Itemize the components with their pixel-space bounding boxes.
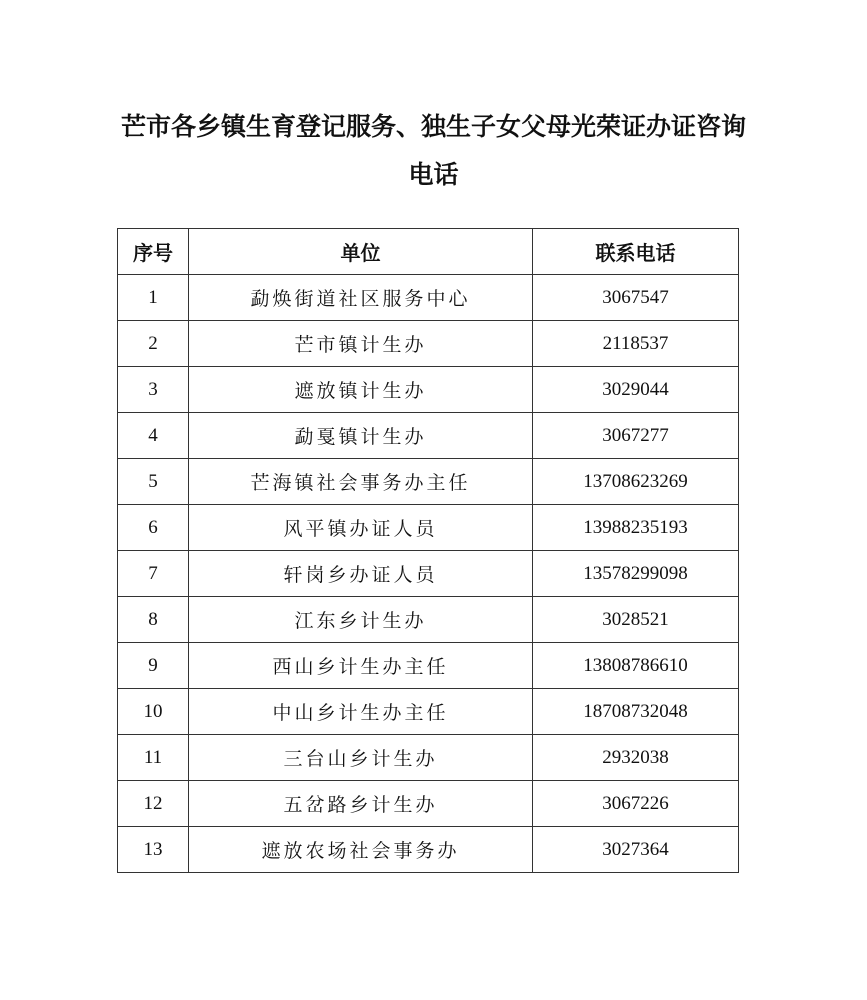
table-row — [118, 321, 739, 367]
row-index: 3 — [118, 367, 189, 413]
row-unit: 三台山乡计生办 — [189, 735, 533, 781]
row-index: 8 — [118, 597, 189, 643]
table-row — [118, 643, 739, 689]
row-unit: 芒海镇社会事务办主任 — [189, 459, 533, 505]
row-index: 1 — [118, 275, 189, 321]
row-index: 7 — [118, 551, 189, 597]
table-row — [118, 459, 739, 505]
page-title-line-1: 芒市各乡镇生育登记服务、独生子女父母光荣证办证咨询 — [120, 112, 746, 141]
table-row — [118, 781, 739, 827]
table-row — [118, 597, 739, 643]
row-phone: 3028521 — [533, 597, 739, 643]
row-index: 5 — [118, 459, 189, 505]
header-phone: 联系电话 — [533, 229, 739, 275]
row-index: 11 — [118, 735, 189, 781]
row-phone: 3067226 — [533, 781, 739, 827]
row-phone: 3067277 — [533, 413, 739, 459]
table-row — [118, 275, 739, 321]
table-row — [118, 551, 739, 597]
row-unit: 轩岗乡办证人员 — [189, 551, 533, 597]
row-index: 12 — [118, 781, 189, 827]
row-unit: 中山乡计生办主任 — [189, 689, 533, 735]
table-row — [118, 413, 739, 459]
table-row — [118, 735, 739, 781]
row-phone: 2118537 — [533, 321, 739, 367]
header-unit: 单位 — [189, 229, 533, 275]
page-title — [60, 103, 807, 199]
row-unit: 西山乡计生办主任 — [189, 643, 533, 689]
table-row — [118, 689, 739, 735]
row-unit: 江东乡计生办 — [189, 597, 533, 643]
contact-table — [117, 228, 739, 873]
row-phone: 3027364 — [533, 827, 739, 873]
row-unit: 五岔路乡计生办 — [189, 781, 533, 827]
row-index: 6 — [118, 505, 189, 551]
row-unit: 遮放镇计生办 — [189, 367, 533, 413]
row-phone: 13578299098 — [533, 551, 739, 597]
header-index: 序号 — [118, 229, 189, 275]
row-index: 2 — [118, 321, 189, 367]
row-index: 10 — [118, 689, 189, 735]
row-unit: 风平镇办证人员 — [189, 505, 533, 551]
row-phone: 13808786610 — [533, 643, 739, 689]
row-unit: 勐戛镇计生办 — [189, 413, 533, 459]
row-index: 9 — [118, 643, 189, 689]
table-row — [118, 505, 739, 551]
row-index: 13 — [118, 827, 189, 873]
row-phone: 18708732048 — [533, 689, 739, 735]
row-phone: 13988235193 — [533, 505, 739, 551]
row-phone: 2932038 — [533, 735, 739, 781]
table-row — [118, 827, 739, 873]
page-title-line-2: 电话 — [408, 160, 459, 189]
row-phone: 3067547 — [533, 275, 739, 321]
row-unit: 芒市镇计生办 — [189, 321, 533, 367]
row-index: 4 — [118, 413, 189, 459]
table-header-row — [118, 229, 739, 275]
row-phone: 13708623269 — [533, 459, 739, 505]
row-phone: 3029044 — [533, 367, 739, 413]
row-unit: 勐焕街道社区服务中心 — [189, 275, 533, 321]
table-row — [118, 367, 739, 413]
row-unit: 遮放农场社会事务办 — [189, 827, 533, 873]
